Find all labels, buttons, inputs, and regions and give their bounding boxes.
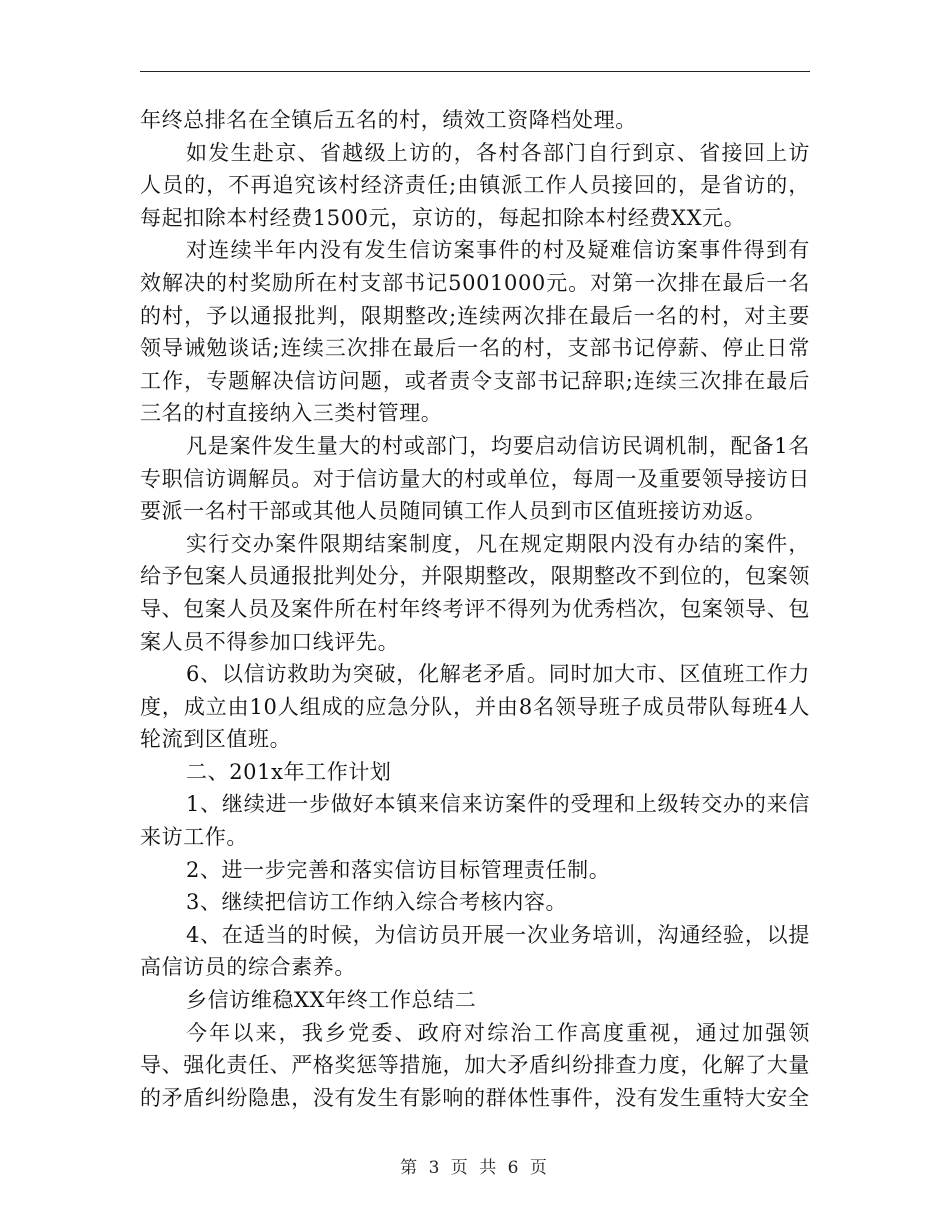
paragraph: 6、以信访救助为突破，化解老矛盾。同时加大市、区值班工作力度，成立由10人组成的应急分队，并由8名领导班子成员带队每班4人轮流到区值班。 <box>140 662 810 752</box>
paragraph: 如发生赴京、省越级上访的，各村各部门自行到京、省接回上访人员的，不再追究该村经济责任;由镇派工作人员接回的，是省访的，每起扣除本村经费1500元，京访的，每起扣除本村经费XX元。 <box>140 140 810 230</box>
paragraph: 实行交办案件限期结案制度，凡在规定期限内没有办结的案件，给予包案人员通报批判处分，并限期整改，限期整改不到位的，包案领导、包案人员及案件所在村年终考评不得列为优秀档次，包案领导、包案人员不得参加口线评先。 <box>140 531 810 654</box>
paragraph: 对连续半年内没有发生信访案事件的村及疑难信访案事件得到有效解决的村奖励所在村支部书记5001000元。对第一次排在最后一名的村，予以通报批判，限期整改;连续两次排在最后一名的村，对主要领导诫勉谈话;连续三次排在最后一名的村，支部书记停薪、停止日常工作，专题解决信访问题，或者责令支部书记辞职;连续三次排在最后三名的村直接纳入三类村管理。 <box>140 238 810 426</box>
document-subtitle: 乡信访维稳XX年终工作总结二 <box>186 988 477 1013</box>
plan-item: 2、进一步完善和落实信访目标管理责任制。 <box>186 857 611 882</box>
plan-item: 3、继续把信访工作纳入综合考核内容。 <box>186 890 568 915</box>
paragraph: 今年以来，我乡党委、政府对综治工作高度重视，通过加强领导、强化责任、严格奖惩等措施，加大矛盾纠纷排查力度，化解了大量的矛盾纠纷隐患，没有发生有影响的群体性事件，没有发生重特大安全 <box>140 1020 810 1110</box>
plan-item: 4、在适当的时候，为信访员开展一次业务培训，沟通经验，以提高信访员的综合素养。 <box>140 922 810 980</box>
paragraph: 凡是案件发生量大的村或部门，均要启动信访民调机制，配备1名专职信访调解员。对于信访量大的村或单位，每周一及重要领导接访日要派一名村干部或其他人员随同镇工作人员到市区值班接访劝返。 <box>140 433 810 524</box>
section-heading: 二、201x年工作计划 <box>186 759 392 784</box>
document-body <box>140 104 810 1114</box>
header-rule <box>140 71 810 72</box>
page-number: 第 3 页 共 6 页 <box>400 1158 550 1178</box>
plan-item: 1、继续进一步做好本镇来信来访案件的受理和上级转交办的来信来访工作。 <box>140 792 810 850</box>
paragraph-continuation: 年终总排名在全镇后五名的村，绩效工资降档处理。 <box>140 108 637 132</box>
